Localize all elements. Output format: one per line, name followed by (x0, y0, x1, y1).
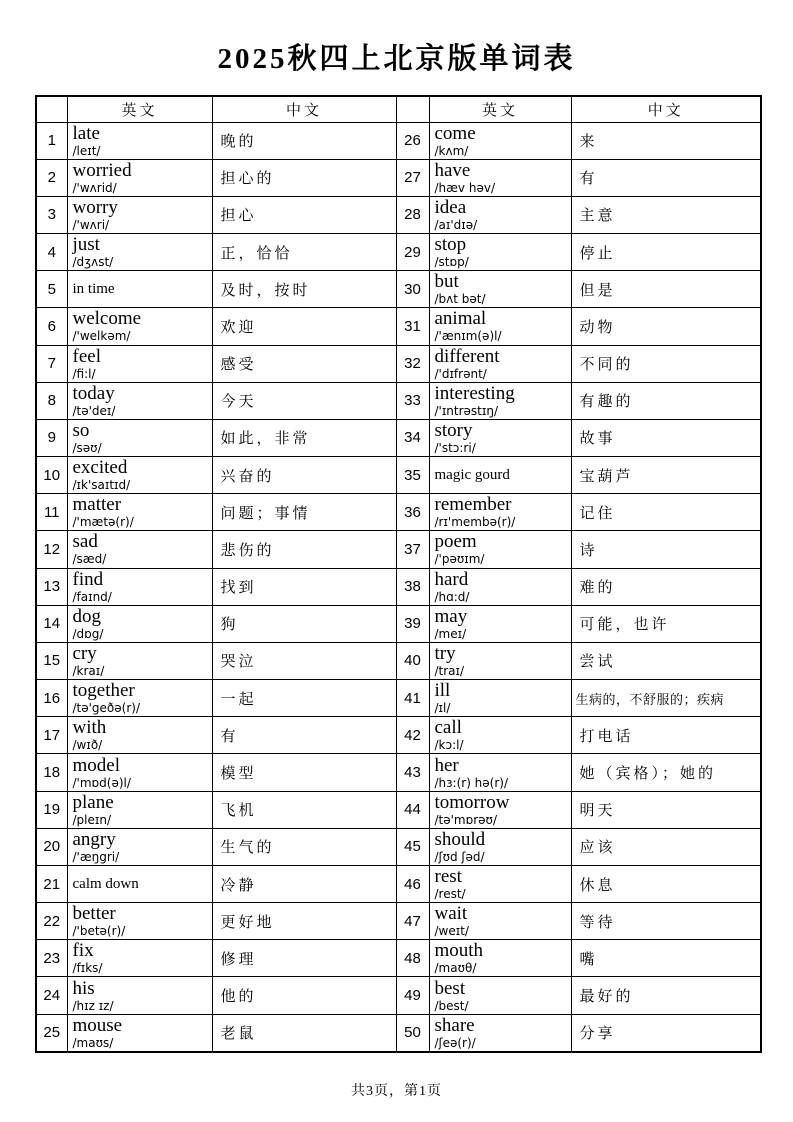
english-word: feel (72, 345, 101, 367)
english-word: just (72, 234, 100, 256)
english-word: in time (72, 280, 115, 297)
english-word-cell (429, 271, 571, 308)
header-row (36, 96, 761, 122)
english-word-cell (67, 531, 212, 568)
phonetic-transcription: /aɪ'dɪə/ (434, 217, 478, 232)
phonetic-transcription: /səʊ/ (72, 440, 102, 455)
header-chinese-right: 中文 (571, 96, 761, 122)
english-word-cell (67, 977, 212, 1014)
row-number: 27 (396, 159, 429, 196)
chinese-translation: 有趣的 (571, 382, 761, 419)
chinese-translation: 今天 (212, 382, 396, 419)
english-word-cell (429, 1014, 571, 1052)
chinese-translation: 感受 (212, 345, 396, 382)
row-number: 13 (36, 568, 67, 605)
english-word: remember (434, 494, 512, 516)
english-word-cell (429, 531, 571, 568)
table-row (36, 680, 761, 717)
chinese-translation: 晚的 (212, 122, 396, 159)
english-word: together (72, 680, 135, 702)
chinese-translation: 明天 (571, 791, 761, 828)
english-word-cell (67, 642, 212, 679)
chinese-translation: 诗 (571, 531, 761, 568)
english-word: may (434, 605, 468, 627)
english-word-cell (67, 717, 212, 754)
english-word-cell (429, 865, 571, 902)
english-word-cell (429, 382, 571, 419)
english-word: call (434, 717, 462, 739)
phonetic-transcription: /tə'geðə(r)/ (72, 701, 140, 716)
table-row (36, 457, 761, 494)
row-number: 47 (396, 903, 429, 940)
chinese-translation: 有 (571, 159, 761, 196)
chinese-translation: 生气的 (212, 828, 396, 865)
phonetic-transcription: /ɪk'saɪtɪd/ (72, 478, 131, 493)
chinese-translation: 宝葫芦 (571, 457, 761, 494)
table-row (36, 419, 761, 456)
english-word: share (434, 1014, 475, 1036)
phonetic-transcription: /dɒg/ (72, 626, 104, 641)
english-word-cell (67, 494, 212, 531)
english-word: excited (72, 457, 128, 479)
row-number: 41 (396, 680, 429, 717)
row-number: 38 (396, 568, 429, 605)
chinese-translation: 应该 (571, 828, 761, 865)
phonetic-transcription: /tə'deɪ/ (72, 403, 116, 418)
english-word: idea (434, 196, 467, 218)
row-number: 48 (396, 940, 429, 977)
phonetic-transcription: /'mɒd(ə)l/ (72, 775, 131, 790)
english-word: dog (72, 605, 101, 627)
phonetic-transcription: /rest/ (434, 887, 466, 902)
phonetic-transcription: /'dɪfrənt/ (434, 366, 487, 381)
phonetic-transcription: /kraɪ/ (72, 663, 105, 678)
english-word: poem (434, 531, 477, 553)
chinese-translation: 尝试 (571, 642, 761, 679)
english-word-cell (67, 605, 212, 642)
row-number: 29 (396, 234, 429, 271)
chinese-translation: 停止 (571, 234, 761, 271)
chinese-translation: 担心的 (212, 159, 396, 196)
english-word: rest (434, 866, 462, 888)
phonetic-transcription: /'welkəm/ (72, 329, 131, 344)
english-word-cell (67, 159, 212, 196)
english-word: cry (72, 642, 97, 664)
phonetic-transcription: /'mætə(r)/ (72, 515, 134, 530)
chinese-translation: 及时，按时 (212, 271, 396, 308)
row-number: 46 (396, 865, 429, 902)
chinese-translation: 来 (571, 122, 761, 159)
row-number: 21 (36, 865, 67, 902)
chinese-translation: 她（宾格）；她的 (571, 754, 761, 791)
english-word-cell (67, 271, 212, 308)
row-number: 26 (396, 122, 429, 159)
english-word-cell (429, 122, 571, 159)
row-number: 40 (396, 642, 429, 679)
chinese-translation: 修理 (212, 940, 396, 977)
english-word-cell (67, 680, 212, 717)
chinese-translation: 一起 (212, 680, 396, 717)
phonetic-transcription: /best/ (434, 998, 469, 1013)
english-word-cell (429, 159, 571, 196)
row-number: 5 (36, 271, 67, 308)
row-number: 4 (36, 234, 67, 271)
english-word-cell (429, 791, 571, 828)
phonetic-transcription: /maʊs/ (72, 1035, 114, 1050)
english-word-cell (67, 345, 212, 382)
chinese-translation: 等待 (571, 903, 761, 940)
row-number: 3 (36, 196, 67, 233)
table-row (36, 382, 761, 419)
header-number-right (396, 96, 429, 122)
english-word-cell (429, 308, 571, 345)
english-word: better (72, 903, 116, 925)
english-word: his (72, 977, 95, 999)
table-row (36, 568, 761, 605)
english-word: come (434, 122, 476, 144)
chinese-translation: 动物 (571, 308, 761, 345)
row-number: 24 (36, 977, 67, 1014)
phonetic-transcription: /sæd/ (72, 552, 107, 567)
table-row (36, 234, 761, 271)
english-word: sad (72, 531, 98, 553)
english-word-cell (429, 828, 571, 865)
chinese-translation: 可能，也许 (571, 605, 761, 642)
table-row (36, 791, 761, 828)
chinese-translation: 担心 (212, 196, 396, 233)
row-number: 1 (36, 122, 67, 159)
phonetic-transcription: /leɪt/ (72, 143, 101, 158)
english-word-cell (429, 642, 571, 679)
english-word-cell (67, 419, 212, 456)
chinese-translation: 兴奋的 (212, 457, 396, 494)
row-number: 20 (36, 828, 67, 865)
english-word: calm down (72, 875, 139, 892)
english-word-cell (67, 234, 212, 271)
phonetic-transcription: /rɪ'membə(r)/ (434, 515, 516, 530)
chinese-translation: 但是 (571, 271, 761, 308)
phonetic-transcription: /hɜ:(r) hə(r)/ (434, 775, 509, 790)
phonetic-transcription: /'wʌrid/ (72, 180, 117, 195)
english-word: welcome (72, 308, 142, 330)
phonetic-transcription: /tə'mɒrəʊ/ (434, 812, 498, 827)
row-number: 42 (396, 717, 429, 754)
phonetic-transcription: /hɑ:d/ (434, 589, 470, 604)
english-word: today (72, 382, 115, 404)
english-word-cell (67, 568, 212, 605)
phonetic-transcription: /ʃeə(r)/ (434, 1035, 476, 1050)
english-word: her (434, 754, 459, 776)
english-word: plane (72, 791, 114, 813)
table-row (36, 196, 761, 233)
phonetic-transcription: /maʊθ/ (434, 961, 477, 976)
table-row (36, 940, 761, 977)
chinese-translation: 休息 (571, 865, 761, 902)
chinese-translation: 他的 (212, 977, 396, 1014)
english-word: different (434, 345, 500, 367)
row-number: 50 (396, 1014, 429, 1052)
phonetic-transcription: /'betə(r)/ (72, 924, 126, 939)
english-word: mouth (434, 940, 484, 962)
chinese-translation: 更好地 (212, 903, 396, 940)
english-word: but (434, 271, 459, 293)
phonetic-transcription: /kʌm/ (434, 143, 469, 158)
row-number: 19 (36, 791, 67, 828)
chinese-translation: 飞机 (212, 791, 396, 828)
chinese-translation: 找到 (212, 568, 396, 605)
english-word: wait (434, 903, 468, 925)
phonetic-transcription: /'ænɪm(ə)l/ (434, 329, 502, 344)
table-row (36, 754, 761, 791)
chinese-translation: 有 (212, 717, 396, 754)
phonetic-transcription: /ʃʊd ʃəd/ (434, 849, 485, 864)
phonetic-transcription: /fi:l/ (72, 366, 96, 381)
row-number: 35 (396, 457, 429, 494)
table-row (36, 159, 761, 196)
phonetic-transcription: /'stɔ:ri/ (434, 440, 476, 455)
table-row (36, 642, 761, 679)
chinese-translation: 分享 (571, 1014, 761, 1052)
english-word: animal (434, 308, 487, 330)
chinese-translation: 最好的 (571, 977, 761, 1014)
header-english-right: 英文 (429, 96, 571, 122)
table-row (36, 531, 761, 568)
phonetic-transcription: /ɪl/ (434, 701, 451, 716)
row-number: 49 (396, 977, 429, 1014)
header-english-left: 英文 (67, 96, 212, 122)
page-footer: 共3页，第1页 (351, 1084, 442, 1099)
english-word: interesting (434, 382, 515, 404)
phonetic-transcription: /'ɪntrəstɪŋ/ (434, 403, 498, 418)
english-word: find (72, 568, 104, 590)
phonetic-transcription: /fɪks/ (72, 961, 103, 976)
chinese-translation: 狗 (212, 605, 396, 642)
row-number: 30 (396, 271, 429, 308)
phonetic-transcription: /weɪt/ (434, 924, 469, 939)
english-word: best (434, 977, 466, 999)
header-number-left (36, 96, 67, 122)
table-row (36, 271, 761, 308)
table-row (36, 865, 761, 902)
chinese-translation: 生病的，不舒服的；疾病 (571, 680, 761, 717)
header-chinese-left: 中文 (212, 96, 396, 122)
english-word-cell (67, 865, 212, 902)
row-number: 39 (396, 605, 429, 642)
english-word: so (72, 419, 90, 441)
chinese-translation: 悲伤的 (212, 531, 396, 568)
english-word: matter (72, 494, 122, 516)
phonetic-transcription: /meɪ/ (434, 626, 467, 641)
chinese-translation: 记住 (571, 494, 761, 531)
row-number: 11 (36, 494, 67, 531)
english-word-cell (67, 457, 212, 494)
row-number: 8 (36, 382, 67, 419)
row-number: 45 (396, 828, 429, 865)
english-word: should (434, 828, 486, 850)
table-row (36, 828, 761, 865)
phonetic-transcription: /faɪnd/ (72, 589, 112, 604)
phonetic-transcription: /hæv həv/ (434, 180, 495, 195)
english-word-cell (429, 419, 571, 456)
row-number: 16 (36, 680, 67, 717)
row-number: 15 (36, 642, 67, 679)
english-word-cell (429, 717, 571, 754)
chinese-translation: 故事 (571, 419, 761, 456)
english-word-cell (429, 680, 571, 717)
row-number: 17 (36, 717, 67, 754)
row-number: 9 (36, 419, 67, 456)
chinese-translation: 问题；事情 (212, 494, 396, 531)
phonetic-transcription: /dʒʌst/ (72, 255, 114, 270)
english-word-cell (429, 345, 571, 382)
row-number: 23 (36, 940, 67, 977)
chinese-translation: 打电话 (571, 717, 761, 754)
english-word: model (72, 754, 120, 776)
english-word: with (72, 717, 107, 739)
phonetic-transcription: /'wʌri/ (72, 217, 110, 232)
english-word-cell (67, 754, 212, 791)
english-word: fix (72, 940, 94, 962)
row-number: 12 (36, 531, 67, 568)
phonetic-transcription: /wɪð/ (72, 738, 103, 753)
chinese-translation: 嘴 (571, 940, 761, 977)
english-word-cell (429, 196, 571, 233)
table-row (36, 903, 761, 940)
chinese-translation: 冷静 (212, 865, 396, 902)
table-row (36, 1014, 761, 1052)
english-word-cell (429, 494, 571, 531)
chinese-translation: 哭泣 (212, 642, 396, 679)
english-word-cell (429, 234, 571, 271)
english-word-cell (429, 977, 571, 1014)
chinese-translation: 老鼠 (212, 1014, 396, 1052)
english-word-cell (67, 196, 212, 233)
english-word-cell (67, 791, 212, 828)
row-number: 33 (396, 382, 429, 419)
english-word: late (72, 122, 100, 144)
english-word-cell (67, 1014, 212, 1052)
phonetic-transcription: /kɔ:l/ (434, 738, 464, 753)
row-number: 28 (396, 196, 429, 233)
table-row (36, 605, 761, 642)
page-title: 2025秋四上北京版单词表 (217, 43, 576, 75)
english-word: story (434, 419, 473, 441)
english-word: hard (434, 568, 469, 590)
english-word: angry (72, 828, 116, 850)
table-row (36, 977, 761, 1014)
table-row (36, 308, 761, 345)
row-number: 37 (396, 531, 429, 568)
english-word: worried (72, 159, 132, 181)
row-number: 22 (36, 903, 67, 940)
english-word-cell (429, 605, 571, 642)
english-word-cell (67, 122, 212, 159)
english-word-cell (429, 940, 571, 977)
table-row (36, 122, 761, 159)
english-word: worry (72, 196, 118, 218)
phonetic-transcription: /bʌt bət/ (434, 292, 486, 307)
english-word-cell (67, 308, 212, 345)
phonetic-transcription: /stɒp/ (434, 255, 469, 270)
row-number: 34 (396, 419, 429, 456)
row-number: 25 (36, 1014, 67, 1052)
row-number: 2 (36, 159, 67, 196)
chinese-translation: 如此，非常 (212, 419, 396, 456)
english-word-cell (429, 903, 571, 940)
row-number: 31 (396, 308, 429, 345)
vocabulary-table (35, 95, 762, 1053)
chinese-translation: 欢迎 (212, 308, 396, 345)
english-word-cell (67, 940, 212, 977)
english-word-cell (67, 382, 212, 419)
english-word: have (434, 159, 471, 181)
table-row (36, 345, 761, 382)
english-word: magic gourd (434, 466, 510, 483)
phonetic-transcription: /hɪz ɪz/ (72, 998, 114, 1013)
table-row (36, 717, 761, 754)
english-word-cell (67, 903, 212, 940)
phonetic-transcription: /'æŋgri/ (72, 849, 120, 864)
chinese-translation: 主意 (571, 196, 761, 233)
row-number: 7 (36, 345, 67, 382)
english-word-cell (67, 828, 212, 865)
chinese-translation: 难的 (571, 568, 761, 605)
row-number: 6 (36, 308, 67, 345)
chinese-translation: 模型 (212, 754, 396, 791)
phonetic-transcription: /'pəʊɪm/ (434, 552, 485, 567)
table-row (36, 494, 761, 531)
row-number: 43 (396, 754, 429, 791)
row-number: 10 (36, 457, 67, 494)
row-number: 44 (396, 791, 429, 828)
english-word-cell (429, 568, 571, 605)
phonetic-transcription: /pleɪn/ (72, 812, 111, 827)
english-word: stop (434, 234, 467, 256)
chinese-translation: 正，恰恰 (212, 234, 396, 271)
chinese-translation: 不同的 (571, 345, 761, 382)
english-word-cell (429, 457, 571, 494)
row-number: 32 (396, 345, 429, 382)
row-number: 18 (36, 754, 67, 791)
row-number: 36 (396, 494, 429, 531)
english-word: tomorrow (434, 791, 510, 813)
english-word: mouse (72, 1014, 123, 1036)
row-number: 14 (36, 605, 67, 642)
english-word: ill (434, 680, 451, 702)
phonetic-transcription: /traɪ/ (434, 663, 465, 678)
english-word: try (434, 642, 456, 664)
english-word-cell (429, 754, 571, 791)
